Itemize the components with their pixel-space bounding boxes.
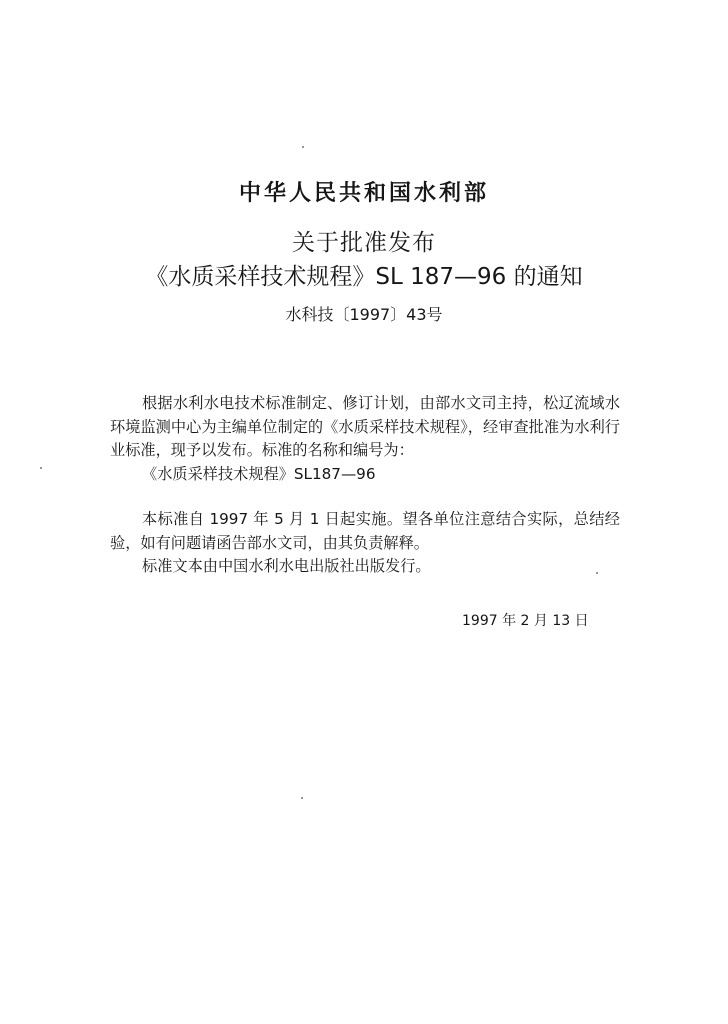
- notice-paragraph-3: [110, 555, 620, 579]
- standard-name: 《水质采样技术规程》SL187—96: [142, 464, 376, 483]
- scan-speck: [302, 146, 304, 148]
- notice-paragraph-1: [110, 392, 620, 486]
- paragraph-2-text: 本标准自 1997 年 5 月 1 日起实施。望各单位注意结合实际，总结经验，如有问题请函告部水文司，由其负责解释。: [110, 510, 620, 552]
- scan-speck: [301, 797, 303, 799]
- scan-speck: [596, 572, 598, 574]
- notice-title-line-1: 关于批准发布: [292, 230, 436, 256]
- document-number: 水科技〔1997〕43号: [285, 305, 443, 324]
- issue-date: 1997 年 2 月 13 日: [462, 613, 589, 629]
- paragraph-1-text: 根据水利水电技术标准制定、修订计划，由部水文司主持，松辽流域水环境监测中心为主编单位制定的《水质采样技术规程》，经审查批准为水利行业标准，现予以发布。标准的名称和编号为：: [110, 394, 620, 459]
- notice-paragraph-2: [110, 508, 620, 555]
- issuing-authority: 中华人民共和国水利部: [238, 181, 489, 206]
- paragraph-3-text: 标准文本由中国水利水电出版社出版发行。: [142, 557, 431, 575]
- notice-title-line-2: 《水质采样技术规程》SL 187—96 的通知: [145, 264, 583, 290]
- scan-speck: [40, 467, 42, 469]
